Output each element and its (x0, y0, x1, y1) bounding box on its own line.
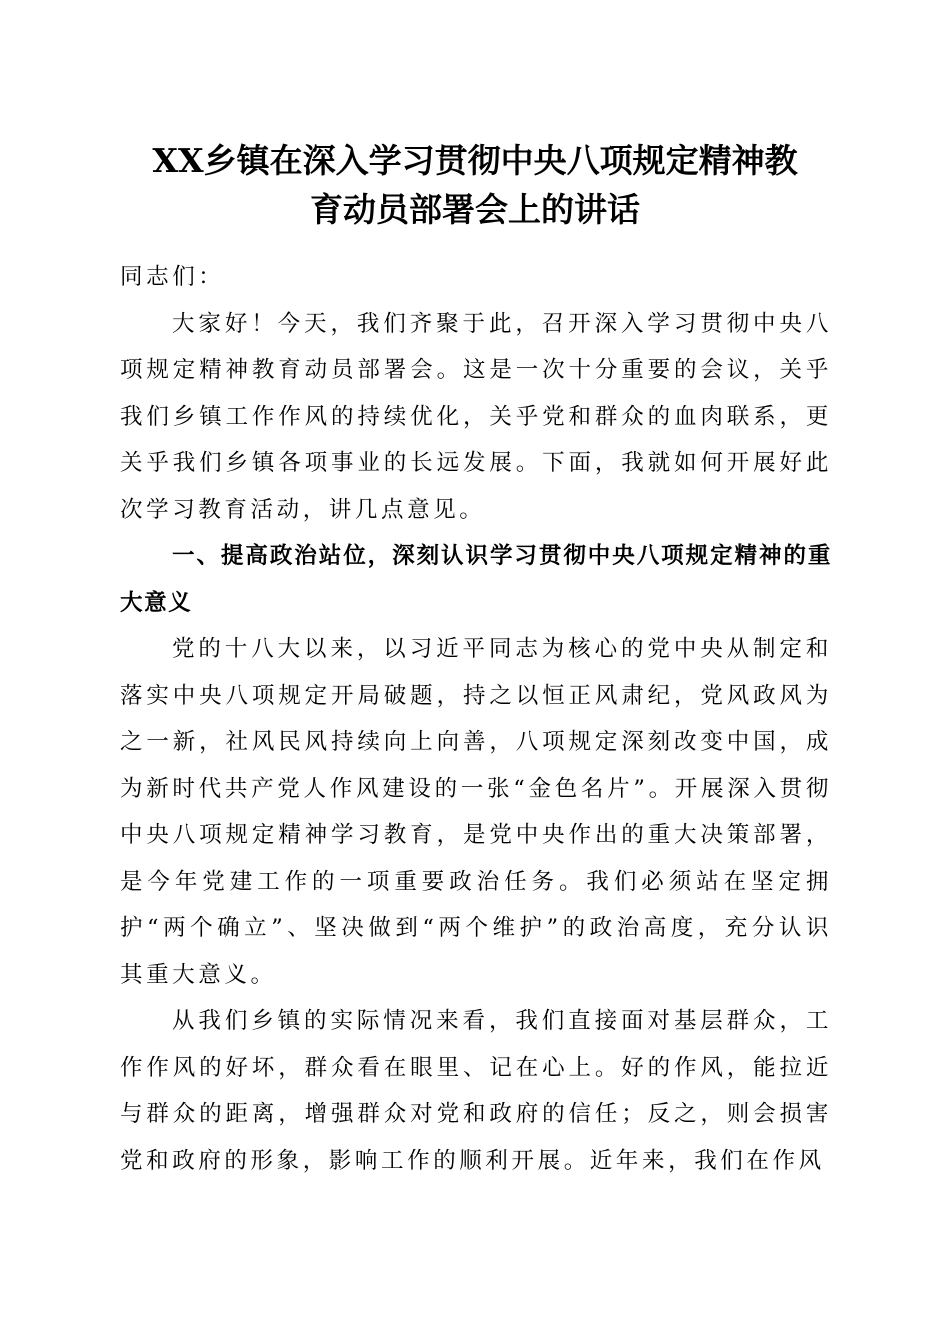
document-body (120, 254, 832, 1184)
paragraph-opening: 大家好！今天，我们齐聚于此，召开深入学习贯彻中央八项规定精神教育动员部署会。这是一次十分重要的会议，关乎我们乡镇工作作风的持续优化，关乎党和群众的血肉联系，更关乎我们乡镇各项事业的长远发展。下面，我就如何开展好此次学习教育活动，讲几点意见。 (120, 310, 832, 523)
title-line-2: 育动员部署会上的讲话 (310, 190, 640, 229)
paragraph-significance: 党的十八大以来，以习近平同志为核心的党中央从制定和落实中央八项规定开局破题，持之以恒正风肃纪，党风政风为之一新，社风民风持续向上向善，八项规定深刻改变中国，成为新时代共产党人作风建设的一张“金色名片”。开展深入贯彻中央八项规定精神学习教育，是党中央作出的重大决策部署，是今年党建工作的一项重要政治任务。我们必须站在坚定拥护“两个确立”、坚决做到“两个维护”的政治高度，充分认识其重大意义。 (120, 636, 832, 988)
title-line-1: XX乡镇在深入学习贯彻中央八项规定精神教 (152, 141, 798, 180)
paragraph-local-situation: 从我们乡镇的实际情况来看，我们直接面对基层群众，工作作风的好坏，群众看在眼里、记在心上。好的作风，能拉近与群众的距离，增强群众对党和政府的信任；反之，则会损害党和政府的形象，影响工作的顺利开展。近年来，我们在作风 (120, 1008, 832, 1174)
document-title (100, 136, 850, 234)
salutation: 同志们： (120, 264, 225, 290)
section-heading-1: 一、提高政治站位，深刻认识学习贯彻中央八项规定精神的重大意义 (120, 543, 832, 616)
